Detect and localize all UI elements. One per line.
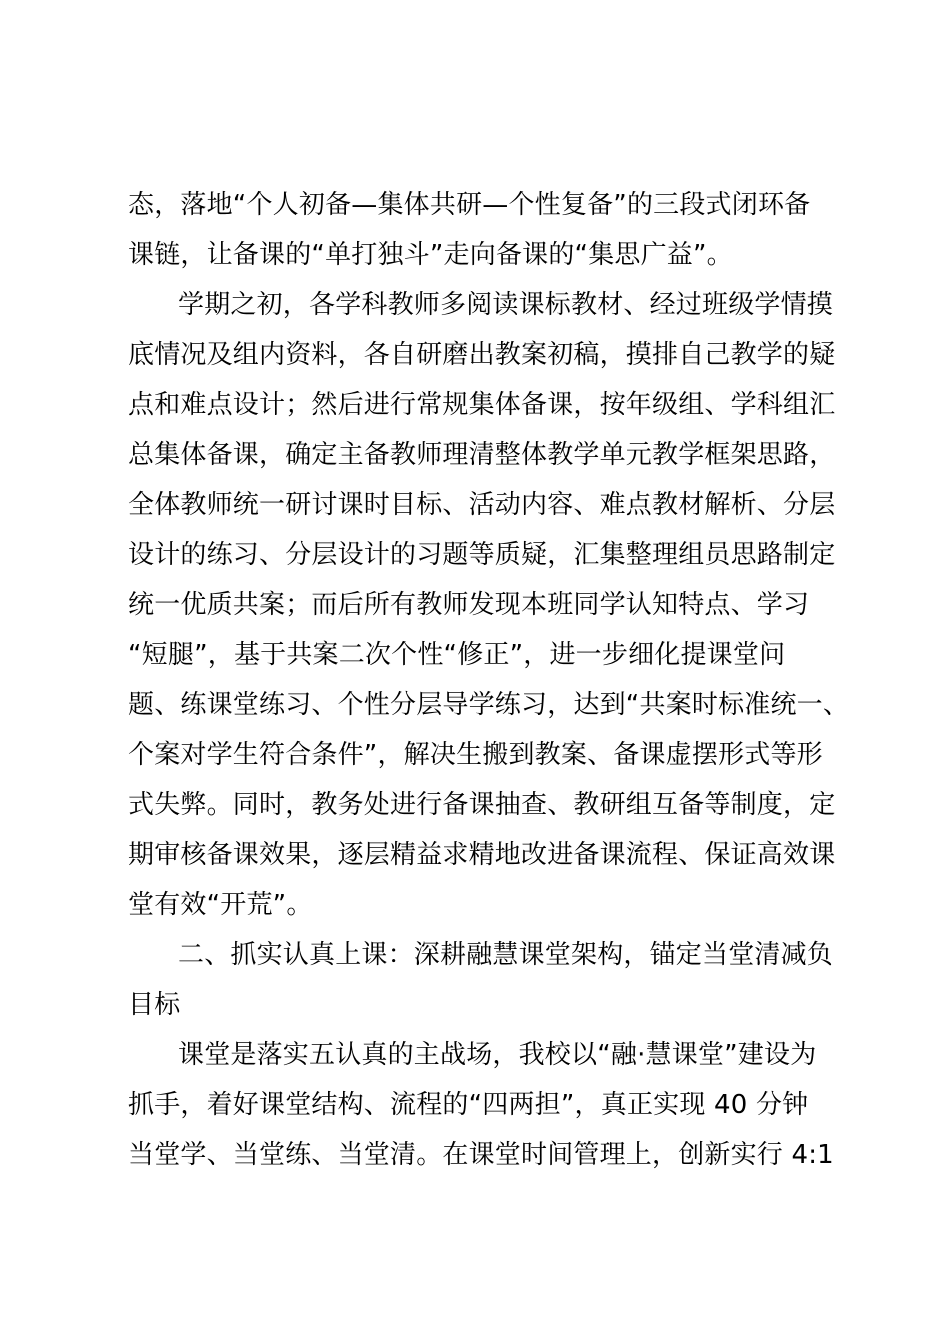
paragraph-first-line: 学期之初，各学科教师多阅读课标教材、经过班级学情摸 [178, 290, 834, 320]
text-line: 态，落地“个人初备—集体共研—个性复备”的三段式闭环备 [128, 190, 811, 220]
text-line: 题、练课堂练习、个性分层导学练习，达到“共案时标准统一、 [128, 690, 850, 720]
text-line: 底情况及组内资料，各自研磨出教案初稿，摸排自己教学的疑 [128, 340, 836, 370]
text-line: 课链，让备课的“单打独斗”走向备课的“集思广益”。 [128, 240, 733, 270]
text-line: “短腿”，基于共案二次个性“修正”，进一步细化提课堂问 [128, 640, 786, 670]
text-line: 点和难点设计；然后进行常规集体备课，按年级组、学科组汇 [128, 390, 836, 420]
text-line: 个案对学生符合条件”，解决生搬到教案、备课虚摆形式等形 [128, 740, 823, 770]
text-line: 堂有效“开荒”。 [128, 890, 313, 920]
section-heading: 二、抓实认真上课：深耕融慧课堂架构，锚定当堂清减负 [178, 940, 834, 970]
section-heading-continuation: 目标 [128, 990, 181, 1020]
text-line: 总集体备课，确定主备教师理清整体教学单元教学框架思路， [128, 440, 836, 470]
text-line: 抓手，着好课堂结构、流程的“四两担”，真正实现 40 分钟 [128, 1090, 809, 1120]
text-line: 期审核备课效果，逐层精益求精地改进备课流程、保证高效课 [128, 840, 836, 870]
text-line: 式失弊。同时，教务处进行备课抽查、教研组互备等制度，定 [128, 790, 836, 820]
text-line: 设计的练习、分层设计的习题等质疑，汇集整理组员思路制定 [128, 540, 836, 570]
text-line: 当堂学、当堂练、当堂清。在课堂时间管理上，创新实行 4:1 [128, 1140, 834, 1170]
text-line: 全体教师统一研讨课时目标、活动内容、难点教材解析、分层 [128, 490, 836, 520]
paragraph-first-line: 课堂是落实五认真的主战场，我校以“融·慧课堂”建设为 [178, 1040, 817, 1070]
text-line: 统一优质共案；而后所有教师发现本班同学认知特点、学习 [128, 590, 810, 620]
